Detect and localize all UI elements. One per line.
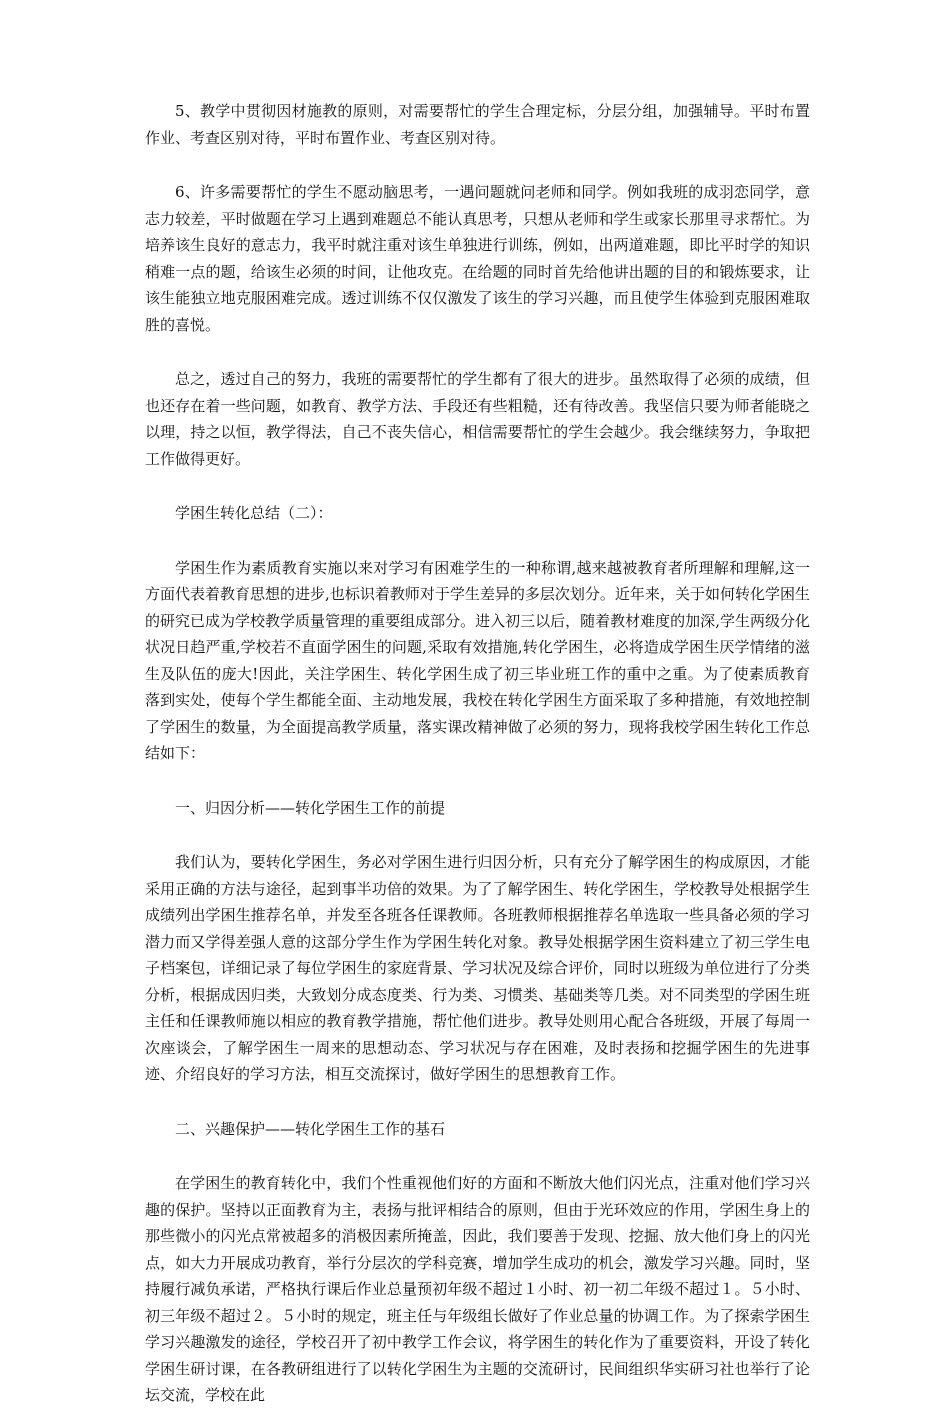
section-heading-attribution: 一、归因分析——转化学困生工作的前提 <box>175 798 446 817</box>
document-body <box>145 98 810 1409</box>
paragraph-intro: 学困生作为素质教育实施以来对学习有困难学生的一种称谓,越来越被教育者所理解和理解,这一方面代表着教育思想的进步,也标识着教师对于学生差异的多层次划分。近年来，关于如何转化学困生的研究已成为学校教学质量管理的重要组成部分。进入初三以后，随着教材难度的加深,学生两级分化状况日趋严重,学校若不直面学困生的问题,采取有效措施,转化学困生，必将造成学困生厌学情绪的滋生及队伍的庞大!因此，关注学困生、转化学困生成了初三毕业班工作的重中之重。为了使素质教育落到实处，使每个学生都能全面、主动地发展，我校在转化学困生方面采取了多种措施，有效地控制了学困生的数量，为全面提高教学质量，落实课改精神做了必须的努力，现将我校学困生转化工作总结如下： <box>145 558 810 762</box>
paragraph-item-5: 5、教学中贯彻因材施教的原则，对需要帮忙的学生合理定标，分层分组，加强辅导。平时布置作业、考查区别对待，平时布置作业、考查区别对待。 <box>145 102 810 147</box>
paragraph-summary: 总之，透过自己的努力，我班的需要帮忙的学生都有了很大的进步。虽然取得了必须的成绩，但也还存在着一些问题，如教育、教学方法、手段还有些粗糙，还有待改善。我坚信只要为师者能晓之以理，持之以恒，教学得法，自己不丧失信心，相信需要帮忙的学生会越少。我会继续努力，争取把工作做得更好。 <box>145 370 810 468</box>
section-title-part-two: 学困生转化总结（二）： <box>175 504 333 522</box>
paragraph-attribution: 我们认为，要转化学困生，务必对学困生进行归因分析，只有充分了解学困生的构成原因，才能采用正确的方法与途径，起到事半功倍的效果。为了了解学困生、转化学困生，学校教导处根据学生成绩列出学困生推荐名单，并发至各班各任课教师。各班教师根据推荐名单选取一些具备必须的学习潜力而又学得差强人意的这部分学生作为学困生转化对象。教导处根据学困生资料建立了初三学生电子档案包，详细记录了每位学困生的家庭背景、学习状况及综合评价，同时以班级为单位进行了分类分析，根据成因归类，大致划分成态度类、行为类、习惯类、基础类等几类。对不同类型的学困生班主任和任课教师施以相应的教育教学措施，帮忙他们进步。教导处则用心配合各班级，开展了每周一次座谈会，了解学困生一周来的思想动态、学习状况与存在困难，及时表扬和挖掘学困生的先进事迹、介绍良好的学习方法，相互交流探讨，做好学困生的思想教育工作。 <box>145 853 810 1083</box>
section-heading-interest: 二、兴趣保护——转化学困生工作的基石 <box>175 1119 446 1138</box>
paragraph-item-6: 6、许多需要帮忙的学生不愿动脑思考，一遇问题就问老师和同学。例如我班的成羽恋同学，意志力较差，平时做题在学习上遇到难题总不能认真思考，只想从老师和学生或家长那里寻求帮忙。为培养该生良好的意志力，我平时就注重对该生单独进行训练，例如，出两道难题，即比平时学的知识稍难一点的题，给该生必须的时间，让他攻克。在给题的同时首先给他讲出题的目的和锻炼要求，让该生能独立地克服困难完成。透过训练不仅仅激发了该生的学习兴趣，而且使学生体验到克服困难取胜的喜悦。 <box>145 183 810 334</box>
paragraph-interest: 在学困生的教育转化中，我们个性重视他们好的方面和不断放大他们闪光点，注重对他们学习兴趣的保护。坚持以正面教育为主，表扬与批评相结合的原则，但由于光环效应的作用，学困生身上的那些微小的闪光点常被超多的消极因素所掩盖，因此，我们要善于发现、挖掘、放大他们身上的闪光点，如大力开展成功教育，举行分层次的学科竞赛，增加学生成功的机会，激发学习兴趣。同时，坚持履行减负承诺，严格执行课后作业总量预初年级不超过１小时、初一初二年级不超过１。５小时、初三年级不超过２。５小时的规定，班主任与年级组长做好了作业总量的协调工作。为了探索学困生学习兴趣激发的途径，学校召开了初中教学工作会议，将学困生的转化作为了重要资料，开设了转化学困生研讨课，在各教研组进行了以转化学困生为主题的交流研讨，民间组织华实研习社也举行了论坛交流，学校在此 <box>145 1174 810 1404</box>
